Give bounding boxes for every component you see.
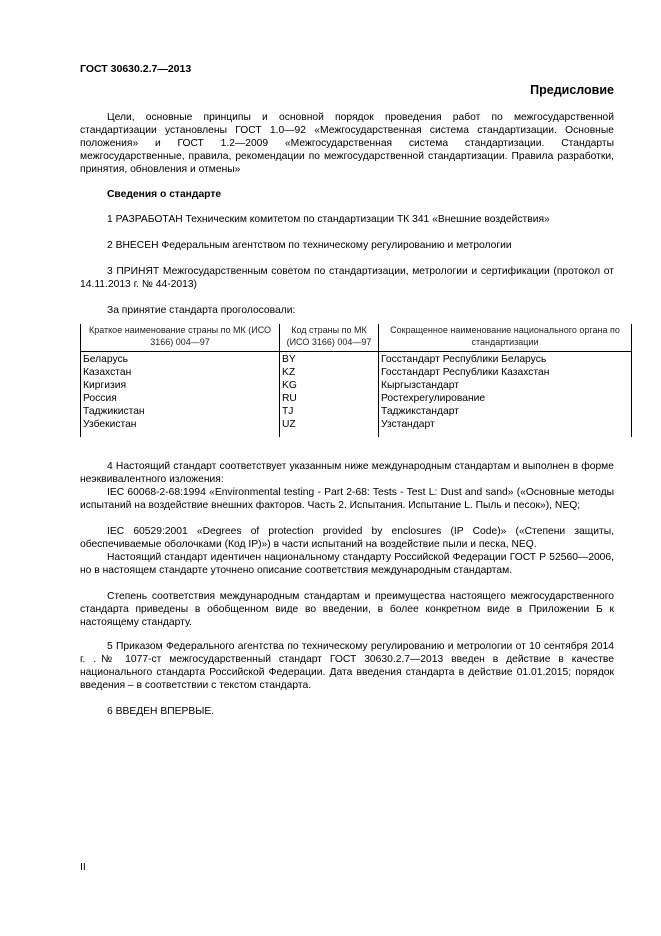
item-3-adopted: 3 ПРИНЯТ Межгосударственным советом по стандартизации, метрологии и сертификации (протокол от 14.11.2013 г. № 44-2013) <box>80 266 614 291</box>
table-cell-code: KG <box>282 380 297 391</box>
page-title-text: Предисловие <box>530 83 614 97</box>
item-4-lead: 4 Настоящий стандарт соответствует указанным ниже международным стандартам и выполнен в форме неэквивалентного изложения: <box>80 461 614 486</box>
code-column <box>280 352 379 438</box>
votes-table <box>80 324 632 437</box>
table-cell-country: Казахстан <box>83 367 132 378</box>
item-6-first-introduced: 6 ВВЕДЕН ВПЕРВЫЕ. <box>107 706 215 717</box>
table-cell-code: BY <box>282 354 296 365</box>
intro-paragraph: Цели, основные принципы и основной порядок проведения работ по межгосударственной стандартизации установлены ГОСТ 1.0—92 «Межгосударственная система стандартизации. Основные положения» и ГОСТ 1.2—2009 «Межгосударственная система стандартизации. Стандарты межгосударственные, правила, рекомендации по межгосударственной стандартизации. Правила разработки, принятия, обновления и отмены» <box>80 112 614 176</box>
header-code: Код страны по МК (ИСО 3166) 004—97 <box>280 324 379 352</box>
table-cell-country: Беларусь <box>83 354 129 365</box>
table-header-row <box>81 324 632 352</box>
page-title <box>0 83 614 97</box>
item-2-introduced: 2 ВНЕСЕН Федеральным агентством по техническому регулированию и метрологии <box>107 240 512 251</box>
info-heading: Сведения о стандарте <box>107 189 222 200</box>
table-cell-body: Госстандарт Республики Беларусь <box>381 354 547 365</box>
body-column <box>379 352 632 438</box>
table-cell-code: TJ <box>282 406 294 417</box>
table-cell-body: Таджикстандарт <box>381 406 459 417</box>
header-country: Краткое наименование страны по МК (ИСО 3166) 004—97 <box>81 324 280 352</box>
table-cell-body: Кыргызстандарт <box>381 380 460 391</box>
document-code-header: ГОСТ 30630.2.7—2013 <box>80 63 192 75</box>
item-5-order: 5 Приказом Федерального агентства по техническому регулированию и метрологии от 10 сентября 2014 г. .№ 1077-ст межгосударственный стандарт ГОСТ 30630.2.7—2013 введен в действие в качестве национального стандарта Российской Федерации. Дата введения стандарта в действие 01.01.2015; порядок введения – в соответствии с текстом стандарта. <box>80 641 614 692</box>
table-body-row <box>81 352 632 438</box>
table-cell-country: Таджикистан <box>83 406 145 417</box>
item-4-degree: Степень соответствия международным стандартам и преимущества настоящего межгосударственного стандарта приведены в обобщенном виде во введении, в более конкретном виде в Приложении Б к настоящему стандарту. <box>80 591 614 629</box>
vote-intro: За принятие стандарта проголосовали: <box>107 305 296 316</box>
header-body: Сокращенное наименование национального органа по стандартизации <box>379 324 632 352</box>
item-4-reference-2: IEC 60529:2001 «Degrees of protection provided by enclosures (IP Code)» («Степени защиты, обеспечиваемые оболочками (Код IP)») в части испытаний на воздействие пыли и песка, NEQ. <box>80 526 614 551</box>
table-cell-code: RU <box>282 393 297 404</box>
country-column <box>81 352 280 438</box>
table-cell-body: Ростехрегулирование <box>381 393 486 404</box>
table-cell-body: Госстандарт Республики Казахстан <box>381 367 550 378</box>
table-cell-body: Узстандарт <box>381 419 435 430</box>
page-number: II <box>80 861 86 873</box>
item-1-developed: 1 РАЗРАБОТАН Техническим комитетом по стандартизации ТК 341 «Внешние воздействия» <box>107 214 550 225</box>
item-4-identity: Настоящий стандарт идентичен национальному стандарту Российской Федерации ГОСТ Р 52560—2006, но в настоящем стандарте уточнено описание соответствия международным стандартам. <box>80 552 614 577</box>
table-cell-country: Россия <box>83 393 117 404</box>
table-cell-code: UZ <box>282 419 296 430</box>
table-cell-country: Узбекистан <box>83 419 137 430</box>
table-cell-country: Киргизия <box>83 380 127 391</box>
table-cell-code: KZ <box>282 367 296 378</box>
item-4-reference-1: IEC 60068-2-68:1994 «Environmental testing - Part 2-68: Tests - Test L: Dust and sand» («Основные методы испытаний на воздействие внешних факторов. Часть 2. Испытания. Испытание L. Пыль и песок»), NEQ; <box>80 487 614 512</box>
